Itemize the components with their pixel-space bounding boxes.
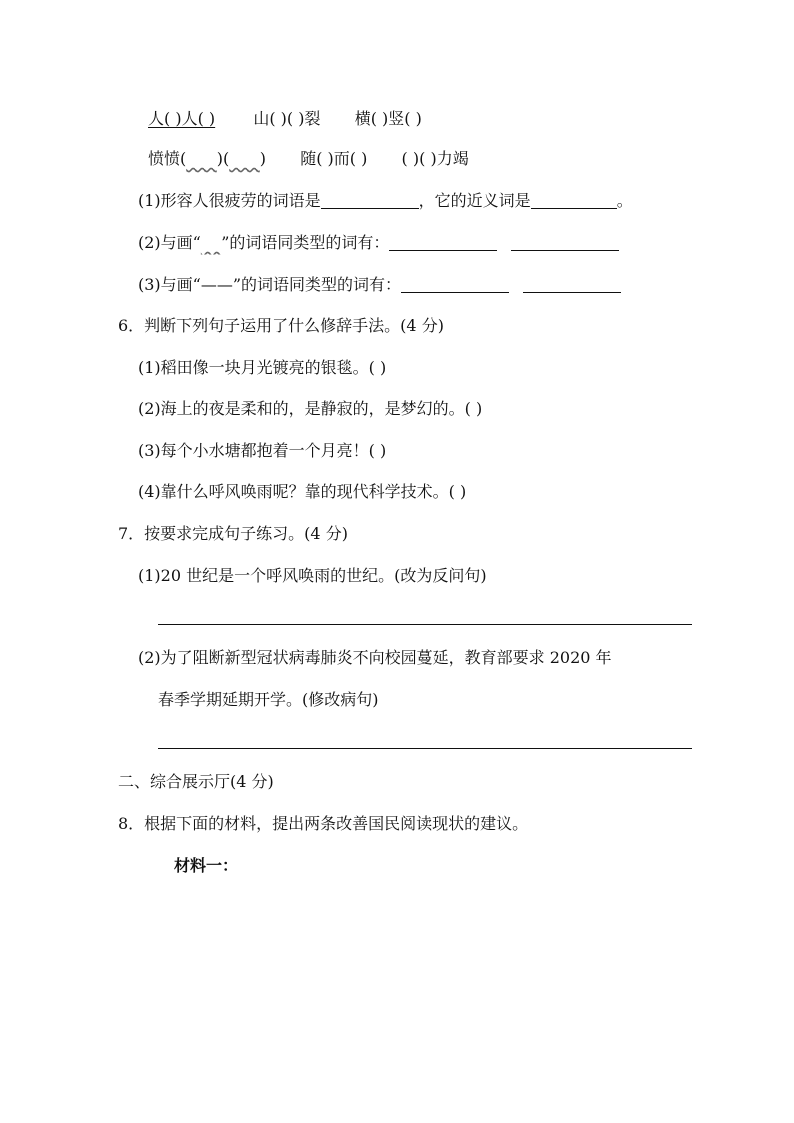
q6-title: 6．判断下列句子运用了什么修辞手法。(4 分) (118, 316, 444, 335)
q7-item-1: (1)20 世纪是一个呼风唤雨的世纪。(改为反问句) (138, 566, 487, 585)
wavy-blank (186, 149, 217, 168)
q7-item-2-line-1: (2)为了阻断新型冠状病毒肺炎不向校园蔓延，教育部要求 2020 年 (138, 648, 612, 667)
idiom-group-6: ( )( )力竭 (401, 149, 469, 168)
q7-title: 7．按要求完成句子练习。(4 分) (118, 524, 348, 543)
q6-item-3: (3)每个小水塘都抱着一个月亮！( ) (138, 441, 387, 460)
q6-item-2: (2)海上的夜是柔和的，是静寂的，是梦幻的。( ) (138, 399, 483, 418)
answer-line[interactable] (158, 624, 692, 625)
idiom-group-1: 人( )人( ) (148, 109, 216, 128)
idiom-row-1 (148, 107, 422, 131)
section-title: 二、综合展示厅(4 分) (118, 772, 274, 791)
answer-blank[interactable] (389, 234, 497, 251)
q6-item-4: (4)靠什么呼风唤雨呢？靠的现代科学技术。( ) (138, 482, 467, 501)
q7-item-2-line-2: 春季学期延期开学。(修改病句) (158, 690, 379, 709)
answer-blank[interactable] (511, 234, 619, 251)
answer-blank[interactable] (531, 192, 617, 209)
wavy-blank (229, 149, 260, 168)
idiom-group-3: 横( )竖( ) (354, 109, 422, 128)
material-label: 材料一： (174, 856, 239, 875)
idiom-row-2 (148, 147, 469, 171)
q6-item-1: (1)稻田像一块月光镀亮的银毯。( ) (138, 358, 387, 377)
idiom-group-5: 随( )而( ) (300, 149, 368, 168)
q8-title: 8．根据下面的材料，提出两条改善国民阅读现状的建议。 (118, 814, 529, 833)
q5-item-3: (3)与画“——”的词语同类型的词有： (138, 273, 621, 297)
answer-blank[interactable] (401, 276, 509, 293)
wavy-mark (201, 233, 221, 252)
answer-blank[interactable] (523, 276, 621, 293)
answer-blank[interactable] (321, 192, 419, 209)
q5-item-2: (2)与画“ ”的词语同类型的词有： (138, 231, 619, 255)
idiom-group-4: 愤愤( )( ) (148, 149, 267, 168)
q5-item-1: (1)形容人很疲劳的词语是 ，它的近义词是 。 (138, 191, 633, 210)
answer-line[interactable] (158, 748, 692, 749)
idiom-group-2: 山( )( )裂 (253, 109, 321, 128)
